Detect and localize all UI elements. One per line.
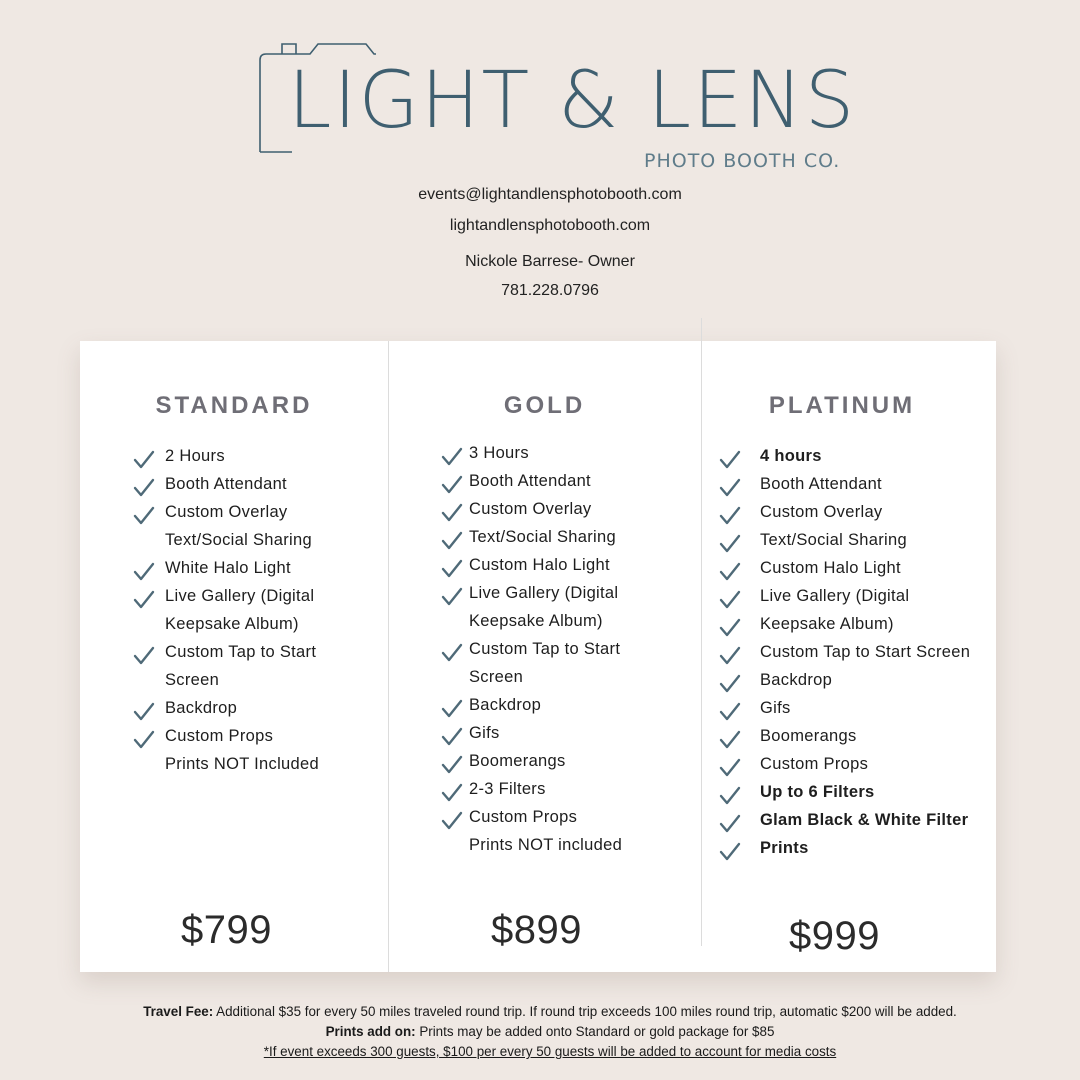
feature-item: Gifs — [760, 699, 791, 717]
feature-item: Up to 6 Filters — [760, 783, 875, 801]
feature-item: Backdrop — [760, 671, 833, 689]
feature-item: Screen — [469, 668, 524, 686]
checkmark-icon — [441, 783, 463, 803]
feature-item: Custom Tap to Start — [165, 643, 317, 661]
logo-subtitle: PHOTO BOOTH CO. — [644, 150, 841, 172]
checkmark-icon — [719, 842, 741, 862]
package-price: $799 — [181, 908, 272, 952]
checkmark-icon — [719, 730, 741, 750]
feature-item: Custom Overlay — [469, 500, 592, 518]
checkmark-icon — [441, 587, 463, 607]
feature-item: Keepsake Album) — [165, 615, 299, 633]
feature-item: Live Gallery (Digital — [469, 584, 619, 602]
checkmark-icon — [441, 699, 463, 719]
checkmark-icon — [133, 562, 155, 582]
brand-logo — [258, 40, 857, 180]
contact-website[interactable]: lightandlensphotobooth.com — [449, 217, 651, 234]
feature-item: Backdrop — [469, 696, 542, 714]
feature-item: Custom Tap to Start Screen — [760, 643, 971, 661]
contact-owner: Nickole Barrese- Owner — [465, 253, 635, 270]
checkmark-icon — [719, 562, 741, 582]
checkmark-icon — [719, 786, 741, 806]
checkmark-icon — [719, 674, 741, 694]
checkmark-icon — [441, 447, 463, 467]
feature-item: Glam Black & White Filter — [760, 811, 969, 829]
column-divider — [388, 341, 389, 972]
checkmark-icon — [133, 730, 155, 750]
checkmark-icon — [133, 590, 155, 610]
checkmark-icon — [719, 758, 741, 778]
checkmark-icon — [441, 727, 463, 747]
feature-item: Gifs — [469, 724, 500, 742]
checkmark-icon — [719, 618, 741, 638]
feature-item: Prints — [760, 839, 809, 857]
guests-note-text: *If event exceeds 300 guests, $100 per every 50 guests will be added to account for media costs — [263, 1044, 837, 1059]
feature-item: Live Gallery (Digital — [165, 587, 315, 605]
checkmark-icon — [441, 755, 463, 775]
travel-fee-note — [0, 1004, 1080, 1019]
checkmark-icon — [719, 506, 741, 526]
checkmark-icon — [133, 506, 155, 526]
package-title-gold: GOLD — [503, 392, 586, 419]
feature-item: 4 hours — [760, 447, 822, 465]
feature-item: 2 Hours — [165, 447, 225, 465]
checkmark-icon — [719, 450, 741, 470]
feature-item: Custom Props — [760, 755, 869, 773]
feature-item: Prints NOT Included — [165, 755, 319, 773]
contact-phone: 781.228.0796 — [501, 282, 599, 299]
feature-item: Custom Overlay — [165, 503, 288, 521]
feature-item: Booth Attendant — [760, 475, 882, 493]
feature-item: Keepsake Album) — [469, 612, 603, 630]
checkmark-icon — [719, 478, 741, 498]
feature-item: Custom Props — [165, 727, 274, 745]
checkmark-icon — [719, 590, 741, 610]
checkmark-icon — [719, 534, 741, 554]
contact-email[interactable]: events@lightandlensphotobooth.com — [418, 186, 682, 203]
checkmark-icon — [133, 646, 155, 666]
checkmark-icon — [719, 814, 741, 834]
package-title-platinum: PLATINUM — [768, 392, 916, 419]
feature-item: Custom Halo Light — [469, 556, 610, 574]
checkmark-icon — [441, 531, 463, 551]
checkmark-icon — [719, 646, 741, 666]
checkmark-icon — [133, 450, 155, 470]
checkmark-icon — [133, 702, 155, 722]
feature-item: White Halo Light — [165, 559, 291, 577]
feature-item: 2-3 Filters — [469, 780, 546, 798]
feature-item: Keepsake Album) — [760, 615, 894, 633]
package-title-standard: STANDARD — [155, 392, 313, 419]
checkmark-icon — [441, 503, 463, 523]
feature-item: Live Gallery (Digital — [760, 587, 910, 605]
travel-fee-label: Travel Fee: — [143, 1004, 214, 1019]
feature-item: Screen — [165, 671, 220, 689]
feature-item: Text/Social Sharing — [469, 528, 616, 546]
feature-item: Boomerangs — [469, 752, 566, 770]
travel-fee-text: Additional $35 for every 50 miles traveled round trip. If round trip exceeds 100 miles round trip, automatic $200 will be added. — [213, 1004, 957, 1019]
feature-item: 3 Hours — [469, 444, 529, 462]
checkmark-icon — [441, 559, 463, 579]
feature-item: Custom Props — [469, 808, 578, 826]
feature-item: Custom Overlay — [760, 503, 883, 521]
feature-item: Boomerangs — [760, 727, 857, 745]
checkmark-icon — [441, 811, 463, 831]
checkmark-icon — [441, 475, 463, 495]
guests-note — [0, 1044, 1080, 1059]
prints-addon-note — [0, 1024, 1080, 1039]
checkmark-icon — [441, 643, 463, 663]
feature-item: Backdrop — [165, 699, 238, 717]
feature-item: Text/Social Sharing — [760, 531, 907, 549]
prints-addon-text: Prints may be added onto Standard or gold package for $85 — [415, 1024, 775, 1039]
package-price: $999 — [789, 914, 880, 958]
package-price: $899 — [491, 908, 582, 952]
feature-item: Custom Tap to Start — [469, 640, 621, 658]
feature-item: Prints NOT included — [469, 836, 623, 854]
checkmark-icon — [133, 478, 155, 498]
feature-item: Custom Halo Light — [760, 559, 901, 577]
feature-item: Booth Attendant — [469, 472, 591, 490]
feature-item: Booth Attendant — [165, 475, 287, 493]
checkmark-icon — [719, 702, 741, 722]
logo-wordmark: LIGHT & LENS — [288, 56, 857, 146]
prints-addon-label: Prints add on: — [325, 1024, 416, 1039]
feature-item: Text/Social Sharing — [165, 531, 312, 549]
